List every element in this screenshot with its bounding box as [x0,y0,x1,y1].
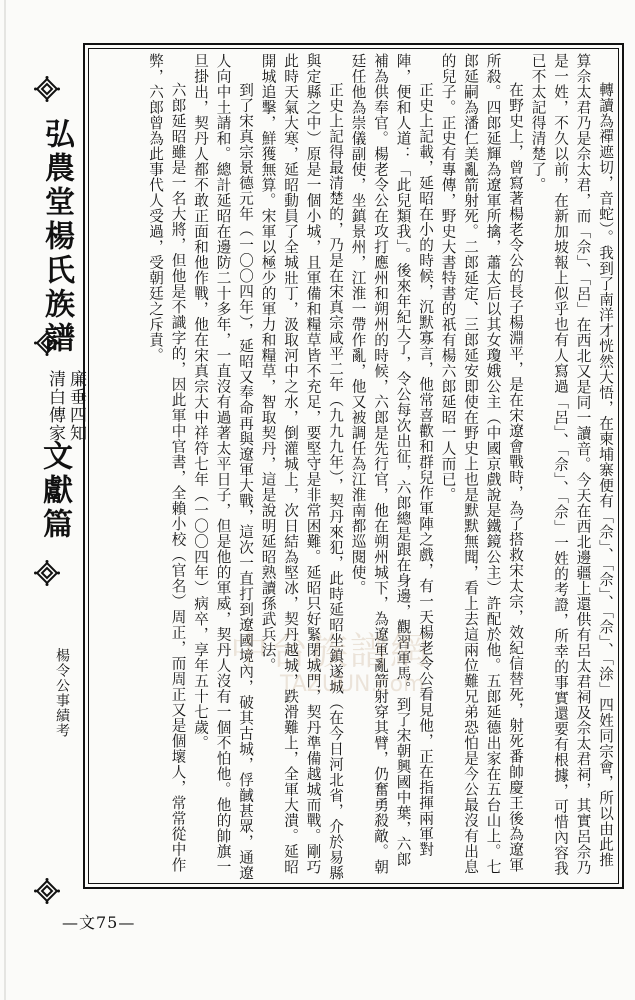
volume-title: 文獻篇 [37,440,72,542]
page-number: —文75— [62,913,136,932]
paragraph: 轉讀為禪遮切，音蛇）。我到了南洋才恍然大悟，在柬埔寨便有「佘」、「佘」、「佘」、「涂」四姓同宗會，所以由此推算佘太君乃是佘太君，而「佘」、「呂」在西北又是同一讀音。今天在西北邊疆上還供有呂太君祠及佘太君祠，其實呂佘乃是一姓，不久以前，在新加坡報上似乎也有人寫過「呂」、「佘」、「佘」一姓的考證，所幸的事實還要有根據，可惜內容我已不太記得清楚了。 [529,53,614,877]
body-text [91,53,616,881]
text-frame [83,43,624,889]
watermark-english: TAZUUN.com [280,672,425,697]
paragraph: 六郎延昭雖是一名大將，但他是不識字的，因此軍中官書，全賴小校（官名）周正，而周正又是個壞人，常常從中作弊，六郎曾為此事代人受過，受朝廷之斥責。 [147,53,187,873]
paragraph: 正史上記載，延昭在小的時候，沉默寡言，他常喜歡和群兒作軍陣之戲，有一天楊老令公看見他，正在指揮兩軍對陣，便和人道：「此兒類我」。後來年紀大了，令公每次出征，六郎總是跟在身邊，觀習軍馬。到了宋朝興國中葉，六郎補為供奉官。楊老令公在攻打應州和朔州的時候，六郎是先行官，他在朔州城下，為遼軍亂箭射穿其臂，仍奮勇殺敵。朝廷任他為崇儀副使，坐鎮景州，江淮一帶作亂，他又被調任為江淮南都巡閱使。 [349,53,434,875]
paragraph: 正史上記得最清楚的，乃是在宋真宗咸平二年（九九九年），契丹來犯，此時延昭坐鎮遂城（在今日河北省，介於易縣與定縣之中）原是一個小城，且軍備和糧草皆不充足，要堅守是非常困難。延昭只好緊閉城門，契丹準備越城而戰。剛巧此時天氣大寒，延昭動員了全城壯丁，汲取河中之水，倒灌城上，次日結為堅冰，契丹越城，跌滑難上，全軍大潰。延昭開城追擊，鮮獲無算。宋軍以極少的軍力和糧草，智取契丹，這是說明延昭熟讀孫武兵法。 [259,53,344,881]
series-motto-line-1: 廉垂四知 [66,370,86,442]
page-binding-edge [4,0,6,1000]
diamond-ornament-icon [34,560,60,586]
book-title: 弘農堂楊氏族譜 [39,118,74,356]
paragraph: 在野史上，曾寫著楊老令公的長子楊淵平，是在宋遼會戰時，為了搭救宋太宗，效紀信替死，射死番帥慶王後為遼軍所殺。四郎延輝為遼軍所擒，蕭太后以其女瓊娥公主（中國京戲說是鐵鏡公主）許配於他。五郎延德出家在五台山上。七郎延嗣為潘仁美亂箭射死。二郎延定、三郎延安即使在野史上也是默默無聞，看上去這兩位難兄弟恐怕是今公最沒有出息的兒子。正史有專傳，野史大書特書的祇有楊六郎延昭一人而已。 [439,53,524,875]
series-motto-line-2: 清白傳家 [45,370,65,442]
diamond-ornament-icon [34,878,60,904]
diamond-ornament-icon [34,76,60,102]
paragraph: 到了宋真宗景德元年（一〇〇四年），延昭又奉命再與遼軍大戰，這次一直打到遼國境內，破其古城，俘馘甚眾，通遼人向中土請和。總計延昭在邊防二十多年，一直沒有過著太平日子，但是他的軍威，契丹人沒有一個不怕他。他的帥旗一旦掛出，契丹人都不敢正面和他作戰，他在宋真宗大中祥符七年（一〇〇四年）病卒，享年五十七歲。 [192,53,254,881]
watermark-chinese: 中台族譜網 [230,629,431,673]
section-name: 楊令公事績考 [54,648,70,738]
